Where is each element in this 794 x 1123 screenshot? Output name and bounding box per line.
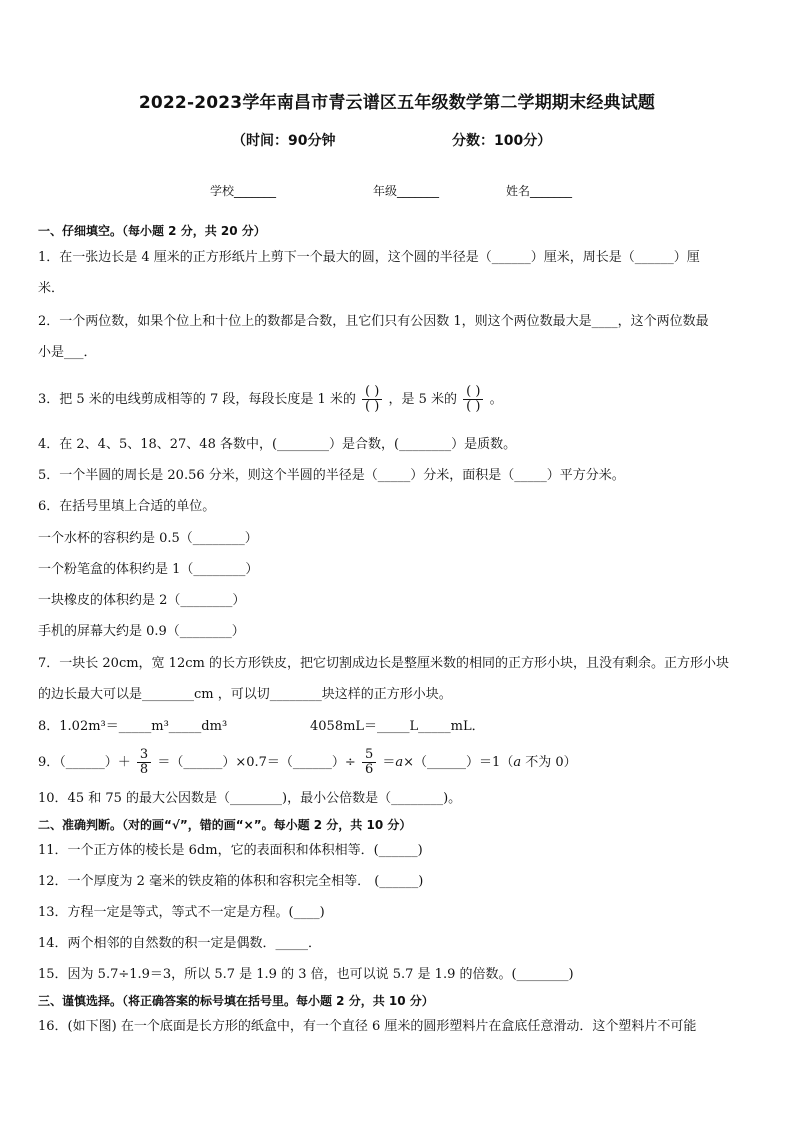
question-9-text-1: 9．（______）＋ bbox=[38, 755, 131, 770]
question-1-line-2: 米． bbox=[38, 281, 65, 296]
school-field: 学校_______ bbox=[210, 184, 277, 198]
question-7-line-2: 的边长最大可以是________cm ，可以切________块这样的正方形小块。 bbox=[38, 687, 452, 702]
time-label: （时间：90分钟 bbox=[232, 133, 336, 149]
question-9-variable-a-2: a bbox=[513, 755, 522, 770]
question-8-part-a: 8．1.02m³＝_____m³_____dm³ bbox=[38, 719, 228, 734]
question-16: 16．(如下图) 在一个底面是长方形的纸盒中，有一个直径 6 厘米的圆形塑料片在盒底任意滑动．这个塑料片不可能 bbox=[38, 1019, 697, 1034]
question-5: 5．一个半圆的周长是 20.56 分米，则这个半圆的半径是（_____）分米，面积是（_____）平方分米。 bbox=[38, 468, 625, 483]
question-9-fraction-1: $\frac{3}{8}$ bbox=[137, 748, 151, 777]
question-9-text-4: ×（______）＝1（ bbox=[403, 755, 514, 770]
question-9-variable-a: a bbox=[395, 755, 404, 770]
question-3-fraction-1: $\frac{( )}{( )}$ bbox=[362, 385, 382, 414]
question-13: 13．方程一定是等式，等式不一定是方程。(____) bbox=[38, 905, 325, 920]
section-1-heading: 一、仔细填空。（每小题 2 分，共 20 分） bbox=[38, 224, 266, 238]
section-2-heading: 二、准确判断。（对的画“√”，错的画“×”。每小题 2 分，共 10 分） bbox=[38, 818, 412, 832]
question-15: 15．因为 5.7÷1.9＝3，所以 5.7 是 1.9 的 3 倍，也可以说 5.7 是 1.9 的倍数。(________) bbox=[38, 967, 574, 982]
question-2-line-1: 2．一个两位数，如果个位上和十位上的数都是合数，且它们只有公因数 1，则这个两位数最大是____，这个两位数最 bbox=[38, 314, 709, 329]
section-3-heading: 三、谨慎选择。（将正确答案的标号填在括号里。每小题 2 分，共 10 分） bbox=[38, 994, 434, 1008]
question-10: 10．45 和 75 的最大公因数是（________)，最小公倍数是（________)。 bbox=[38, 791, 462, 806]
question-9-text-3: ＝ bbox=[382, 755, 396, 770]
question-3-text-c: 。 bbox=[489, 392, 503, 407]
question-9-text-5: 不为 0） bbox=[521, 755, 577, 770]
question-6-item-c: 一块橡皮的体积约是 2（________） bbox=[38, 593, 246, 608]
question-6: 6．在括号里填上合适的单位。 bbox=[38, 499, 216, 514]
question-2-line-2: 小是___． bbox=[38, 345, 97, 360]
question-11: 11．一个正方体的棱长是 6dm，它的表面积和体积相等．(______) bbox=[38, 843, 423, 858]
question-6-item-b: 一个粉笔盒的体积约是 1（________） bbox=[38, 562, 259, 577]
question-3 bbox=[38, 380, 503, 420]
question-8-part-b: 4058mL＝_____L_____mL． bbox=[310, 719, 485, 734]
question-3-text-a: 3．把 5 米的电线剪成相等的 7 段，每段长度是 1 米的 bbox=[38, 392, 356, 407]
name-field: 姓名_______ bbox=[506, 184, 573, 198]
question-4: 4．在 2、4、5、18、27、48 各数中，(________）是合数，(________）是质数。 bbox=[38, 437, 517, 452]
score-label: 分数：100分） bbox=[452, 133, 552, 149]
question-12: 12．一个厚度为 2 毫米的铁皮箱的体积和容积完全相等． (______) bbox=[38, 874, 424, 889]
question-3-text-b: ，是 5 米的 bbox=[388, 392, 457, 407]
question-6-item-d: 手机的屏幕大约是 0.9（________） bbox=[38, 624, 245, 639]
page-title: 2022-2023学年南昌市青云谱区五年级数学第二学期期末经典试题 bbox=[138, 93, 656, 113]
question-6-item-a: 一个水杯的容积约是 0.5（________） bbox=[38, 531, 258, 546]
question-7-line-1: 7．一块长 20cm，宽 12cm 的长方形铁皮，把它切割成边长是整厘米数的相同的正方形小块，且没有剩余。正方形小块 bbox=[38, 656, 729, 671]
question-9 bbox=[38, 743, 577, 783]
question-3-fraction-2: $\frac{( )}{( )}$ bbox=[463, 385, 483, 414]
grade-field: 年级_______ bbox=[373, 184, 440, 198]
question-9-text-2: ＝（______）×0.7＝（______）÷ bbox=[157, 755, 356, 770]
question-1-line-1: 1．在一张边长是 4 厘米的正方形纸片上剪下一个最大的圆，这个圆的半径是（______）厘米，周长是（______）厘 bbox=[38, 250, 700, 265]
question-9-fraction-2: $\frac{5}{6}$ bbox=[362, 748, 376, 777]
question-14: 14．两个相邻的自然数的积一定是偶数．_____． bbox=[38, 936, 322, 951]
